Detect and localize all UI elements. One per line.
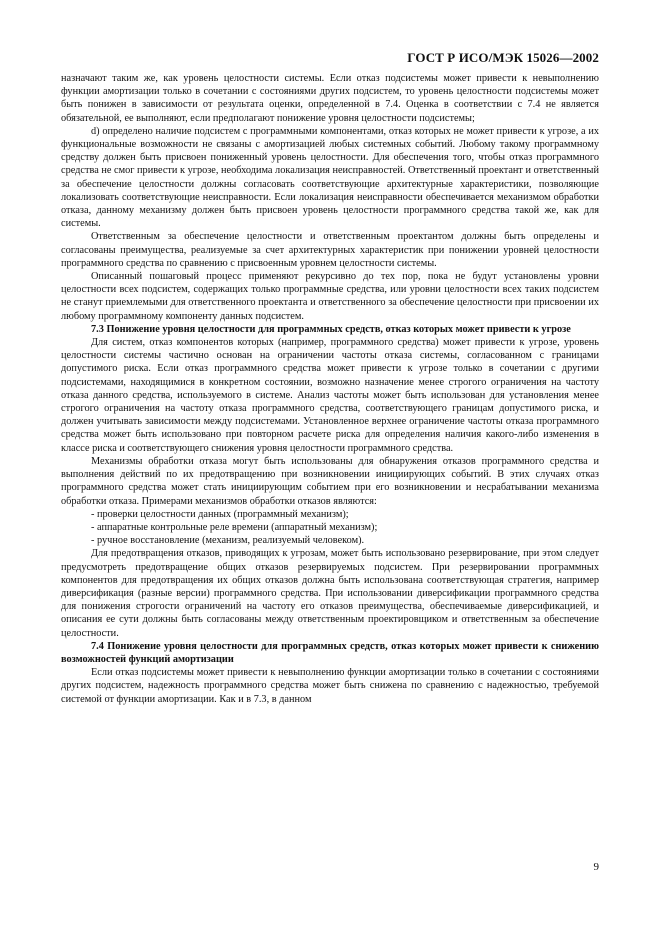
- list-item: - аппаратные контрольные реле времени (аппаратный механизм);: [91, 521, 378, 533]
- paragraph-recursive-process: Описанный пошаговый процесс применяют рекурсивно до тех пор, пока не будут установлены уровни целостности всех подсистем, содержащих только программные средства, или уровни целостности всех таких подсистем не станут приемлемыми для ответственного проектанта и ответственного за обеспечение целостности при присвоении их любому программному компоненту данных подсистем.: [61, 271, 599, 322]
- page-number: 9: [593, 861, 599, 873]
- paragraph-item-d: d) определено наличие подсистем с программными компонентами, отказ которых не может привести к угрозе, а их функциональные возможности не связаны с амортизацией любых системных событий. Любому такому программному средству должен быть присвоен пониженный уровень целостности. Для обеспечения того, чтобы отказ программного средства не смог привести к угрозе, необходима локализация неисправностей. Ответственный проектант и ответственный за обеспечение целостности должны согласовать соответствующие архитектурные характеристики, позволяющие локализовать соответствующие неисправности. Если локализация неисправности обеспечивается механизмом обработки отказа, данному механизму должен быть присвоен уровень целостности программного средства такой же, как для системы.: [61, 125, 599, 230]
- section-heading-7-4: 7.4 Понижение уровня целостности для программных средств, отказ которых может привести к снижению возможностей функций амортизации: [61, 640, 599, 665]
- paragraph-benefits: Ответственным за обеспечение целостности и ответственным проектантом должны быть определены и согласованы преимущества, реализуемые за счет архитектурных характеристик при понижении уровней целостности программного средства по сравнению с присвоенным уровнем целостности системы.: [61, 231, 599, 269]
- running-header-standard-designation: ГОСТ Р ИСО/МЭК 15026—2002: [407, 50, 599, 65]
- mechanisms-list: [61, 508, 599, 548]
- section-heading-7-3: 7.3 Понижение уровня целостности для программных средств, отказ которых может привести к угрозе: [91, 323, 571, 335]
- list-item: - проверки целостности данных (программный механизм);: [91, 508, 349, 520]
- paragraph-failure-mechanisms: Механизмы обработки отказа могут быть использованы для обнаружения отказов программного средства и выполнения действий по их предотвращению при возникновении инициирующих событий. В этих случаях отказ программного средства может стать инициирующим событием при его возникновении и несрабатывании механизма обработки отказа. Примерами механизмов обработки отказов являются:: [61, 455, 599, 507]
- paragraph-continuation: назначают таким же, как уровень целостности системы. Если отказ подсистемы может привести к невыполнению функции амортизации только в сочетании с состояниями других подсистем, то уровень целостности подсистемы может быть понижен в зависимости от результата оценки, определенной в 7.4. Оценка в соответствии с 7.4 не является обязательной, ее выполняют, если предполагают понижение уровня целостности подсистемы;: [61, 73, 599, 124]
- list-item: - ручное восстановление (механизм, реализуемый человеком).: [91, 535, 365, 547]
- paragraph-amortization-reliability: Если отказ подсистемы может привести к невыполнению функции амортизации только в сочетании с состояниями других подсистем, надежность программного средства может быть снижена по сравнению с надежностью, требуемой системой от функции амортизации. Как и в 7.3, в данном: [61, 667, 599, 705]
- body-text: [61, 72, 599, 706]
- paragraph-failure-frequency: Для систем, отказ компонентов которых (например, программного средства) может привести к угрозе, уровень целостности системы частично основан на ограничении частоты отказа системы, согласованном с границами допустимого риска. Если отказ программного средства может привести к угрозе только в сочетании с другими подсистемами, находящимися в конкретном состоянии, возможно назначение менее строгого ограничения на частоту отказа данного средства, используемого в системе. Анализ частоты может быть использован для установления менее строгого ограничения на частоту отказа программного средства, соответствующего границам допустимого риска, и должен учитывать зависимости между подсистемами. Установленное верхнее ограничение частоты отказа программного средства может быть использовано при повторном расчете риска для определения наличия какого-либо изменения в классе риска и соответствующего снижения уровня целостности программного средства.: [61, 337, 599, 454]
- paragraph-redundancy: Для предотвращения отказов, приводящих к угрозам, может быть использовано резервирование, при этом следует предусмотреть предотвращение общих отказов резервируемых подсистем. При резервировании программных компонентов для предотвращения их общих отказов должна быть использована соответствующая стратегия, например диверсификация (разные версии) программного средства. При использовании диверсификации программного средства для понижения строгости ограничений на частоту его отказов преимущества, обеспечиваемые диверсификацией, и описания ее сути должны быть согласованы между ответственным проектировщиком и ответственным за обеспечение целостности.: [61, 548, 599, 639]
